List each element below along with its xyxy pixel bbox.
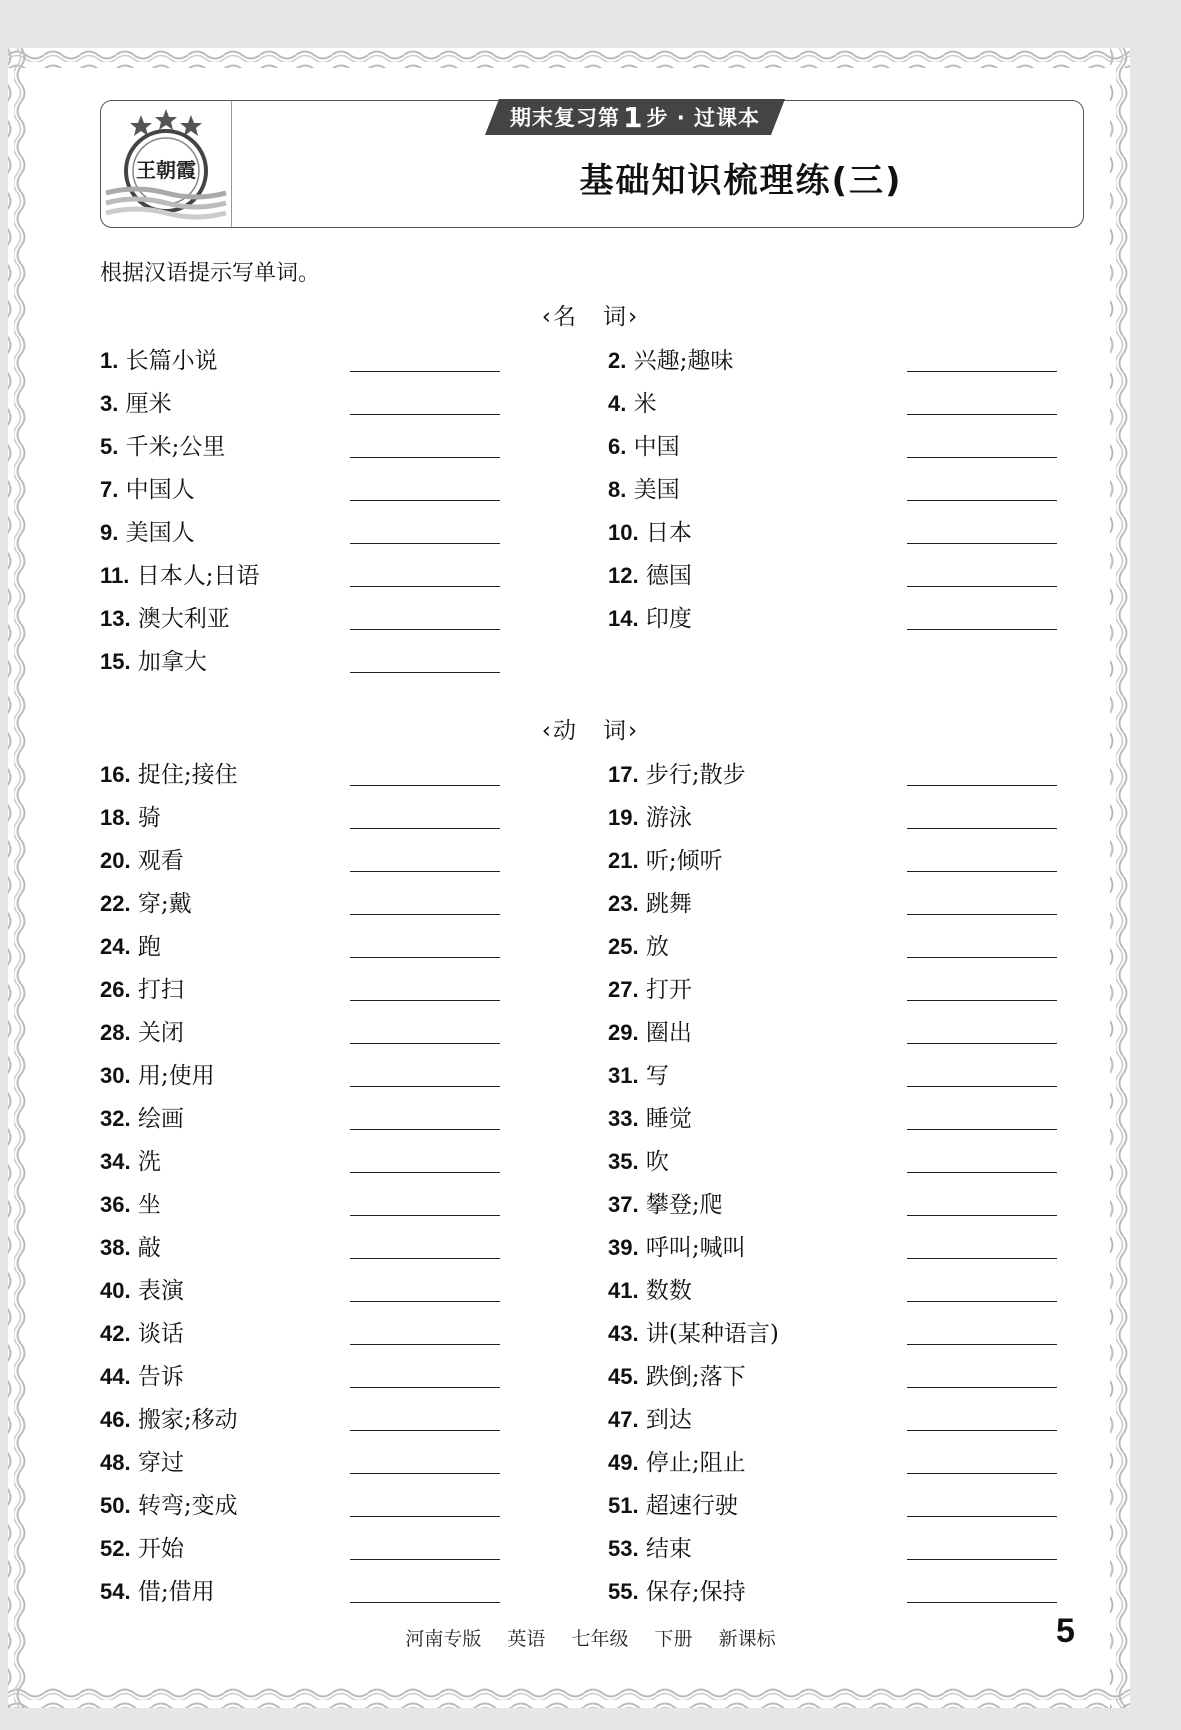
question-prompt: 转弯;变成	[137, 1493, 238, 1519]
answer-blank[interactable]	[350, 1301, 500, 1302]
question-item	[608, 1229, 746, 1259]
question-prompt: 洗	[137, 1149, 161, 1175]
question-number: 40.	[100, 1278, 131, 1303]
answer-blank[interactable]	[907, 1516, 1057, 1517]
question-item	[608, 842, 723, 872]
question-number: 55.	[608, 1579, 639, 1604]
answer-blank[interactable]	[350, 1559, 500, 1560]
question-number: 46.	[100, 1407, 131, 1432]
question-item	[608, 1401, 692, 1431]
question-number: 20.	[100, 848, 131, 873]
question-number: 6.	[608, 434, 627, 459]
question-prompt: 美国人	[125, 520, 195, 546]
question-number: 30.	[100, 1063, 131, 1088]
question-number: 36.	[100, 1192, 131, 1217]
question-number: 28.	[100, 1020, 131, 1045]
question-item	[100, 1186, 161, 1216]
question-number: 32.	[100, 1106, 131, 1131]
answer-blank[interactable]	[350, 1086, 500, 1087]
question-prompt: 日本	[645, 520, 692, 546]
question-item	[100, 1530, 184, 1560]
question-prompt: 长篇小说	[125, 348, 218, 374]
question-number: 4.	[608, 391, 627, 416]
question-number: 17.	[608, 762, 639, 787]
footer-volume: 下册	[654, 1628, 693, 1650]
answer-blank[interactable]	[907, 629, 1057, 630]
answer-blank[interactable]	[907, 871, 1057, 872]
question-number: 23.	[608, 891, 639, 916]
question-item	[100, 971, 184, 1001]
question-number: 38.	[100, 1235, 131, 1260]
question-item	[608, 514, 692, 544]
footer-edition: 新课标	[718, 1628, 776, 1650]
answer-blank[interactable]	[350, 457, 500, 458]
question-number: 54.	[100, 1579, 131, 1604]
answer-blank[interactable]	[907, 1043, 1057, 1044]
question-prompt: 中国	[633, 434, 680, 460]
question-number: 13.	[100, 606, 131, 631]
answer-blank[interactable]	[350, 543, 500, 544]
question-number: 15.	[100, 649, 131, 674]
question-item	[608, 1315, 779, 1345]
question-item	[608, 1014, 692, 1044]
answer-blank[interactable]	[907, 543, 1057, 544]
question-item	[100, 756, 238, 786]
question-number: 29.	[608, 1020, 639, 1045]
question-number: 49.	[608, 1450, 639, 1475]
answer-blank[interactable]	[907, 371, 1057, 372]
question-prompt: 超速行驶	[645, 1493, 738, 1519]
answer-blank[interactable]	[907, 1387, 1057, 1388]
question-prompt: 美国	[633, 477, 680, 503]
answer-blank[interactable]	[350, 672, 500, 673]
question-item	[100, 1100, 184, 1130]
question-number: 5.	[100, 434, 119, 459]
question-item	[608, 756, 746, 786]
question-prompt: 观看	[137, 848, 184, 874]
answer-blank[interactable]	[907, 1473, 1057, 1474]
question-prompt: 骑	[137, 805, 161, 831]
question-number: 7.	[100, 477, 119, 502]
question-item	[608, 1487, 738, 1517]
question-prompt: 印度	[645, 606, 692, 632]
question-prompt: 写	[645, 1063, 669, 1089]
answer-blank[interactable]	[350, 785, 500, 786]
answer-blank[interactable]	[350, 1000, 500, 1001]
question-number: 12.	[608, 563, 639, 588]
question-item	[100, 514, 195, 544]
question-item	[608, 1530, 692, 1560]
question-number: 14.	[608, 606, 639, 631]
question-prompt: 停止;阻止	[645, 1450, 746, 1476]
question-prompt: 兴趣;趣味	[633, 348, 734, 374]
question-item	[100, 643, 207, 673]
answer-blank[interactable]	[350, 1258, 500, 1259]
question-number: 3.	[100, 391, 119, 416]
question-item	[100, 1573, 215, 1603]
question-number: 31.	[608, 1063, 639, 1088]
question-prompt: 呼叫;喊叫	[645, 1235, 746, 1261]
question-item	[100, 385, 172, 415]
question-prompt: 穿;戴	[137, 891, 192, 917]
question-item	[608, 1573, 746, 1603]
question-prompt: 米	[633, 391, 657, 417]
question-prompt: 厘米	[125, 391, 172, 417]
question-prompt: 攀登;爬	[645, 1192, 723, 1218]
answer-blank[interactable]	[350, 871, 500, 872]
question-prompt: 谈话	[137, 1321, 184, 1347]
answer-blank[interactable]	[350, 1516, 500, 1517]
question-number: 41.	[608, 1278, 639, 1303]
question-number: 52.	[100, 1536, 131, 1561]
question-item	[100, 1272, 184, 1302]
page-number: 5	[1056, 1612, 1075, 1650]
answer-blank[interactable]	[350, 1043, 500, 1044]
question-prompt: 穿过	[137, 1450, 184, 1476]
publisher-logo	[101, 101, 232, 227]
question-prompt: 加拿大	[137, 649, 207, 675]
question-number: 9.	[100, 520, 119, 545]
answer-blank[interactable]	[350, 1473, 500, 1474]
question-number: 24.	[100, 934, 131, 959]
answer-blank[interactable]	[907, 785, 1057, 786]
question-prompt: 德国	[645, 563, 692, 589]
answer-blank[interactable]	[907, 1430, 1057, 1431]
question-item	[100, 1057, 215, 1087]
question-item	[100, 928, 161, 958]
answer-blank[interactable]	[907, 914, 1057, 915]
question-prompt: 中国人	[125, 477, 195, 503]
question-number: 16.	[100, 762, 131, 787]
question-item	[608, 799, 692, 829]
section-title-verbs: ‹动 词›	[541, 718, 640, 744]
answer-blank[interactable]	[350, 1387, 500, 1388]
question-prompt: 搬家;移动	[137, 1407, 238, 1433]
question-number: 35.	[608, 1149, 639, 1174]
question-item	[100, 1229, 161, 1259]
question-number: 11.	[100, 563, 130, 588]
question-number: 22.	[100, 891, 131, 916]
question-prompt: 讲(某种语言)	[645, 1321, 779, 1347]
question-item	[100, 842, 184, 872]
question-prompt: 开始	[137, 1536, 184, 1562]
question-prompt: 睡觉	[645, 1106, 692, 1132]
answer-blank[interactable]	[350, 371, 500, 372]
header-box	[100, 100, 1084, 228]
question-item	[100, 885, 192, 915]
question-prompt: 告诉	[137, 1364, 184, 1390]
question-number: 44.	[100, 1364, 131, 1389]
answer-blank[interactable]	[907, 586, 1057, 587]
question-item	[608, 1272, 692, 1302]
question-item	[608, 1186, 723, 1216]
question-number: 34.	[100, 1149, 131, 1174]
question-number: 39.	[608, 1235, 639, 1260]
question-prompt: 游泳	[645, 805, 692, 831]
answer-blank[interactable]	[350, 629, 500, 630]
question-item	[100, 428, 225, 458]
answer-blank[interactable]	[350, 1172, 500, 1173]
question-item	[608, 928, 669, 958]
question-number: 8.	[608, 477, 627, 502]
answer-blank[interactable]	[907, 500, 1057, 501]
question-number: 47.	[608, 1407, 639, 1432]
logo-text: 王朝霞	[136, 158, 196, 182]
answer-blank[interactable]	[907, 414, 1057, 415]
question-item	[100, 557, 259, 587]
question-number: 19.	[608, 805, 639, 830]
answer-blank[interactable]	[907, 1000, 1057, 1001]
question-number: 43.	[608, 1321, 639, 1346]
question-prompt: 千米;公里	[125, 434, 226, 460]
question-number: 18.	[100, 805, 131, 830]
question-item	[100, 799, 161, 829]
answer-blank[interactable]	[350, 1430, 500, 1431]
question-item	[608, 885, 692, 915]
answer-blank[interactable]	[350, 1215, 500, 1216]
question-number: 50.	[100, 1493, 131, 1518]
question-item	[608, 1444, 746, 1474]
question-prompt: 打扫	[137, 977, 184, 1003]
answer-blank[interactable]	[907, 1301, 1057, 1302]
question-prompt: 吹	[645, 1149, 669, 1175]
footer	[0, 1624, 1181, 1651]
question-item	[100, 1315, 184, 1345]
question-prompt: 结束	[645, 1536, 692, 1562]
question-prompt: 坐	[137, 1192, 161, 1218]
banner-suffix: 步 · 过课本	[646, 106, 761, 130]
question-prompt: 日本人;日语	[136, 563, 260, 589]
question-item	[100, 1401, 238, 1431]
page-title: 基础知识梳理练(三)	[579, 161, 903, 201]
question-number: 45.	[608, 1364, 639, 1389]
question-prompt: 步行;散步	[645, 762, 746, 788]
question-number: 26.	[100, 977, 131, 1002]
question-number: 27.	[608, 977, 639, 1002]
banner-prefix: 期末复习第	[509, 106, 620, 130]
answer-blank[interactable]	[907, 957, 1057, 958]
answer-blank[interactable]	[907, 1086, 1057, 1087]
question-number: 42.	[100, 1321, 131, 1346]
answer-blank[interactable]	[350, 957, 500, 958]
question-prompt: 澳大利亚	[137, 606, 230, 632]
question-item	[608, 428, 680, 458]
question-item	[608, 342, 733, 372]
answer-blank[interactable]	[350, 1129, 500, 1130]
question-number: 51.	[608, 1493, 639, 1518]
question-number: 33.	[608, 1106, 639, 1131]
answer-blank[interactable]	[907, 457, 1057, 458]
question-item	[608, 557, 692, 587]
answer-blank[interactable]	[907, 828, 1057, 829]
question-item	[608, 600, 692, 630]
answer-blank[interactable]	[907, 1344, 1057, 1345]
footer-province: 河南专版	[405, 1628, 482, 1650]
question-item	[608, 971, 692, 1001]
question-number: 10.	[608, 520, 639, 545]
footer-subject: 英语	[507, 1628, 546, 1650]
question-item	[608, 1100, 692, 1130]
answer-blank[interactable]	[350, 1602, 500, 1603]
question-number: 53.	[608, 1536, 639, 1561]
question-number: 1.	[100, 348, 119, 373]
question-item	[100, 600, 230, 630]
question-prompt: 表演	[137, 1278, 184, 1304]
question-prompt: 听;倾听	[645, 848, 723, 874]
section-title-nouns: ‹名 词›	[541, 304, 640, 330]
question-item	[100, 1358, 184, 1388]
question-prompt: 绘画	[137, 1106, 184, 1132]
answer-blank[interactable]	[350, 500, 500, 501]
answer-blank[interactable]	[350, 828, 500, 829]
question-item	[608, 1358, 746, 1388]
question-item	[608, 385, 657, 415]
question-prompt: 圈出	[645, 1020, 692, 1046]
question-item	[100, 1487, 238, 1517]
answer-blank[interactable]	[350, 1344, 500, 1345]
question-number: 48.	[100, 1450, 131, 1475]
question-item	[100, 342, 218, 372]
question-item	[608, 471, 680, 501]
question-prompt: 跌倒;落下	[645, 1364, 746, 1390]
header-banner	[485, 99, 785, 135]
question-item	[100, 1014, 184, 1044]
question-prompt: 跳舞	[645, 891, 692, 917]
question-prompt: 到达	[645, 1407, 692, 1433]
banner-step-number: 1	[622, 100, 644, 134]
question-number: 37.	[608, 1192, 639, 1217]
instruction-text: 根据汉语提示写单词。	[100, 261, 321, 286]
answer-blank[interactable]	[907, 1602, 1057, 1603]
answer-blank[interactable]	[907, 1215, 1057, 1216]
answer-blank[interactable]	[350, 914, 500, 915]
question-prompt: 用;使用	[137, 1063, 215, 1089]
question-prompt: 敲	[137, 1235, 161, 1261]
answer-blank[interactable]	[907, 1129, 1057, 1130]
question-prompt: 关闭	[137, 1020, 184, 1046]
question-item	[100, 1444, 184, 1474]
answer-blank[interactable]	[907, 1559, 1057, 1560]
question-prompt: 数数	[645, 1278, 692, 1304]
question-prompt: 保存;保持	[645, 1579, 746, 1605]
answer-blank[interactable]	[350, 414, 500, 415]
question-prompt: 借;借用	[137, 1579, 215, 1605]
question-item	[100, 471, 195, 501]
question-prompt: 放	[645, 934, 669, 960]
question-number: 2.	[608, 348, 627, 373]
answer-blank[interactable]	[907, 1258, 1057, 1259]
question-prompt: 打开	[645, 977, 692, 1003]
question-item	[100, 1143, 161, 1173]
question-item	[608, 1057, 669, 1087]
question-item	[608, 1143, 669, 1173]
question-prompt: 捉住;接住	[137, 762, 238, 788]
question-number: 21.	[608, 848, 639, 873]
footer-grade: 七年级	[571, 1628, 629, 1650]
question-prompt: 跑	[137, 934, 161, 960]
answer-blank[interactable]	[350, 586, 500, 587]
answer-blank[interactable]	[907, 1172, 1057, 1173]
question-number: 25.	[608, 934, 639, 959]
